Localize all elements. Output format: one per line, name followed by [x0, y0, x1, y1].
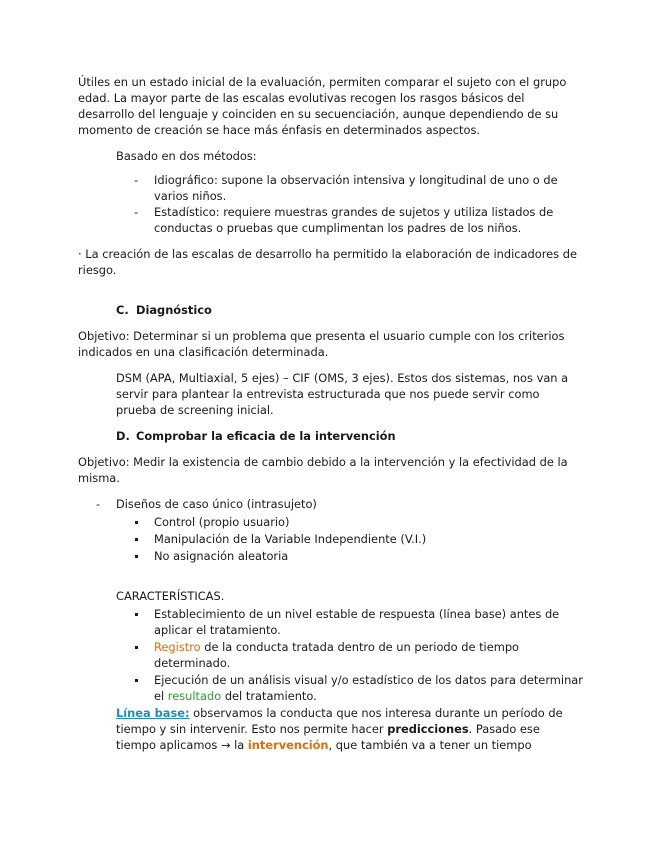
methods-list	[134, 172, 583, 236]
list-item: Control (propio usuario)	[134, 514, 583, 530]
section-d-objective: Objetivo: Medir la existencia de cambio debido a la intervención y la efectividad de la misma.	[78, 455, 568, 485]
section-c-objective: Objetivo: Determinar si un problema que presenta el usuario cumple con los criterios indicados en una clasificación determinada.	[78, 329, 565, 359]
section-c-letter: C.	[116, 303, 129, 317]
methods-intro: Basado en dos métodos:	[116, 149, 257, 163]
characteristics-title: CARACTERÍSTICAS.	[116, 589, 225, 603]
resultado-highlight: resultado	[167, 689, 222, 703]
intro-paragraph: Útiles en un estado inicial de la evaluación, permiten comparar el sujeto con el grupo edad. La mayor parte de las escalas evolutivas recogen los rasgos básicos del desarrollo del lenguaje y coinciden en su secuenciación, aunque dependiendo de su momento de creación se hace más énfasis en determinados aspectos.	[78, 75, 567, 137]
list-item: No asignación aleatoria	[134, 548, 583, 564]
section-d-title: Comprobar la eficacia de la intervención	[136, 429, 396, 443]
indicators-paragraph: · La creación de las escalas de desarrollo ha permitido la elaboración de indicadores de riesgo.	[78, 247, 577, 277]
section-c-heading	[78, 302, 583, 318]
list-item: Manipulación de la Variable Independiente (V.I.)	[134, 531, 583, 547]
baseline-paragraph: Línea base: observamos la conducta que nos interesa durante un período de tiempo y sin intervenir. Esto nos permite hacer predicciones. Pasado ese tiempo aplicamos → la intervención, que también va a tener un tiempo	[116, 706, 563, 752]
designs-item: - Diseños de caso único (intrasujeto)	[96, 497, 317, 511]
characteristics-list	[134, 606, 583, 704]
section-c-title: Diagnóstico	[136, 303, 212, 317]
baseline-label: Línea base:	[116, 706, 190, 720]
list-item: - Idiográfico: supone la observación intensiva y longitudinal de uno o de varios niños.	[134, 172, 583, 204]
registro-highlight: Registro	[154, 640, 201, 654]
section-c-detail: DSM (APA, Multiaxial, 5 ejes) – CIF (OMS, 3 ejes). Estos dos sistemas, nos van a servir para plantear la entrevista estructurada que nos puede servir como prueba de screening inicial.	[116, 371, 569, 417]
designs-list	[134, 514, 583, 564]
intervention-highlight: intervención	[247, 738, 329, 752]
list-item: - Estadístico: requiere muestras grandes de sujetos y utiliza listados de conductas o pruebas que cumplimentan los padres de los niños.	[134, 204, 583, 236]
list-item: Ejecución de un análisis visual y/o estadístico de los datos para determinar el resultado del tratamiento.	[134, 672, 583, 704]
list-item: Registro de la conducta tratada dentro de un periodo de tiempo determinado.	[134, 639, 583, 671]
predictions-bold: predicciones	[387, 722, 469, 736]
list-item: Establecimiento de un nivel estable de respuesta (línea base) antes de aplicar el tratamiento.	[134, 606, 583, 638]
section-d-heading	[78, 428, 583, 444]
designs-label: Diseños de caso único (intrasujeto)	[116, 497, 317, 511]
document-page	[78, 74, 583, 753]
section-d-letter: D.	[116, 429, 130, 443]
